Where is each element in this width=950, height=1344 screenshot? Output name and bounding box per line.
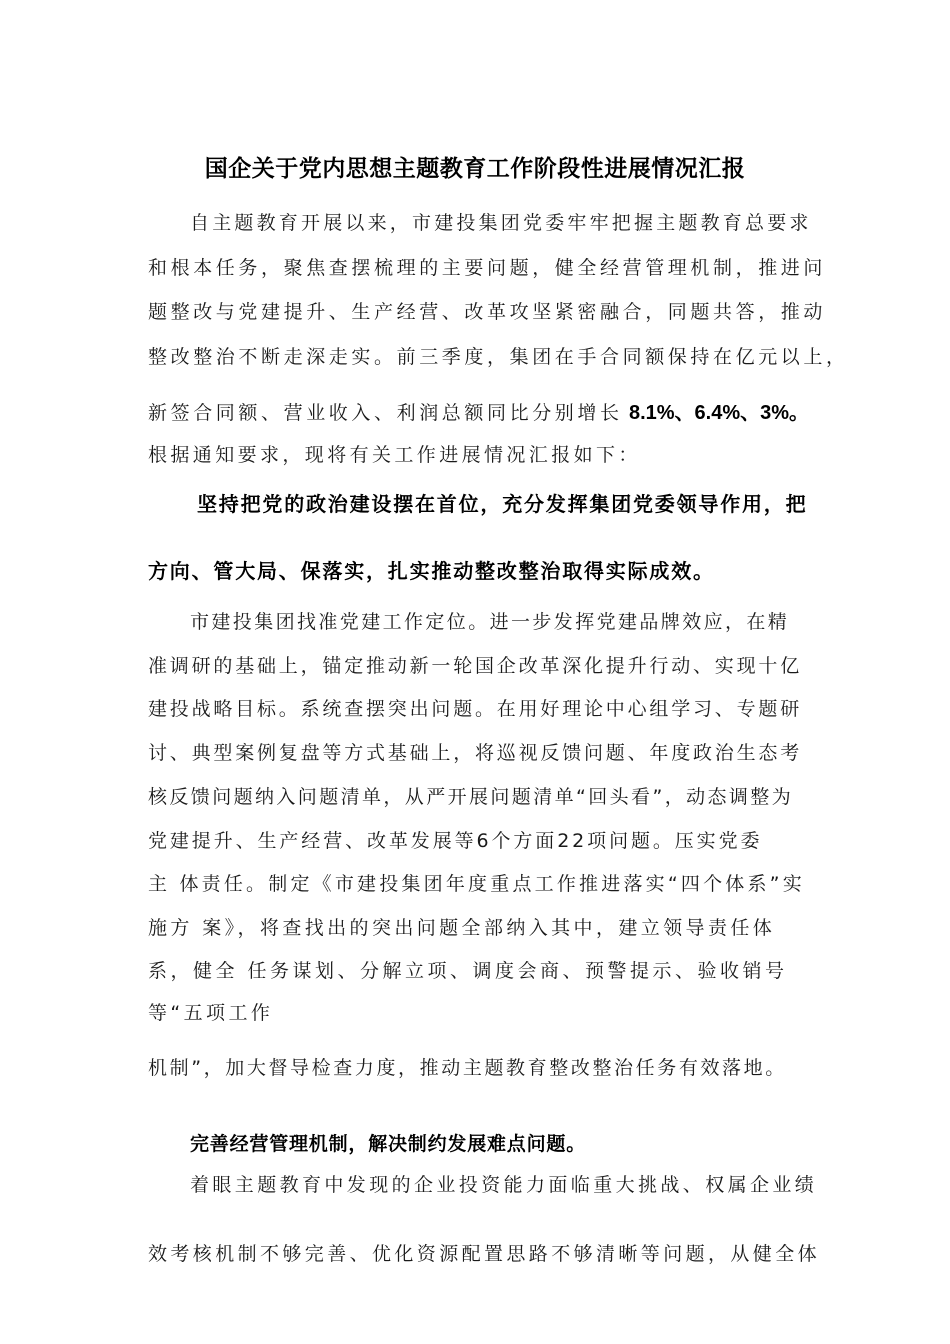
section1-body-line-11: 机制”，加大督导检查力度，推动主题教育整改整治任务有效落地。	[148, 1057, 787, 1079]
growth-prefix: 新签合同额、营业收入、利润总额同比分别增长	[148, 402, 623, 424]
section1-heading-line-2: 方向、管大局、保落实，扎实推动整改整治取得实际成效。	[148, 559, 715, 583]
section1-body-line-4: 讨、典型案例复盘等方式基础上，将巡视反馈问题、年度政治生态考	[148, 742, 803, 764]
section1-body-line-2: 准调研的基础上，锚定推动新一轮国企改革深化提升行动、实现十亿	[148, 655, 803, 677]
intro-line-1: 自主题教育开展以来，市建投集团党委牢牢把握主题教育总要求	[190, 212, 812, 234]
section1-body-line-6: 党建提升、生产经营、改革发展等6个方面22项问题。压实党委	[148, 830, 763, 852]
document-title: 国企关于党内思想主题教育工作阶段性进展情况汇报	[204, 156, 746, 182]
section1-body-line-8: 施方 案》，将查找出的突出问题全部纳入其中，建立领导责任体	[148, 917, 776, 939]
section1-body-line-9: 系，健全 任务谋划、分解立项、调度会商、预警提示、验收销号	[148, 960, 788, 982]
intro-line-2: 和根本任务，聚焦查摆梳理的主要问题，健全经营管理机制，推进问	[148, 257, 827, 279]
section2-body-line-1: 着眼主题教育中发现的企业投资能力面临重大挑战、权属企业绩	[190, 1174, 818, 1196]
section1-body-line-3: 建投战略目标。系统查摆突出问题。在用好理论中心组学习、专题研	[148, 698, 803, 720]
section2-heading: 完善经营管理机制，解决制约发展难点问题。	[190, 1133, 587, 1155]
section1-body-line-7: 主 体责任。制定《市建投集团年度重点工作推进落实“四个体系”实	[148, 873, 805, 895]
section1-heading-line-1: 坚持把党的政治建设摆在首位，充分发挥集团党委领导作用，把	[197, 492, 808, 516]
section1-body-line-5: 核反馈问题纳入问题清单，从严开展问题清单“回头看”，动态调整为	[148, 786, 794, 808]
intro-line-4: 整改整治不断走深走实。前三季度，集团在手合同额保持在亿元以上，	[148, 346, 849, 368]
intro-line-3: 题整改与党建提升、生产经营、改革攻坚紧密融合，同题共答，推动	[148, 301, 827, 323]
intro-growth-line	[148, 396, 809, 425]
section1-body-line-10: 等“五项工作	[148, 1002, 274, 1024]
section2-body-line-2: 效考核机制不够完善、优化资源配置思路不够清晰等问题，从健全体	[148, 1243, 821, 1265]
growth-values: 8.1%、6.4%、3%。	[628, 402, 810, 424]
section1-body-line-1: 市建投集团找准党建工作定位。进一步发挥党建品牌效应，在精	[190, 611, 790, 633]
intro-closing: 根据通知要求，现将有关工作进展情况汇报如下：	[148, 444, 641, 466]
